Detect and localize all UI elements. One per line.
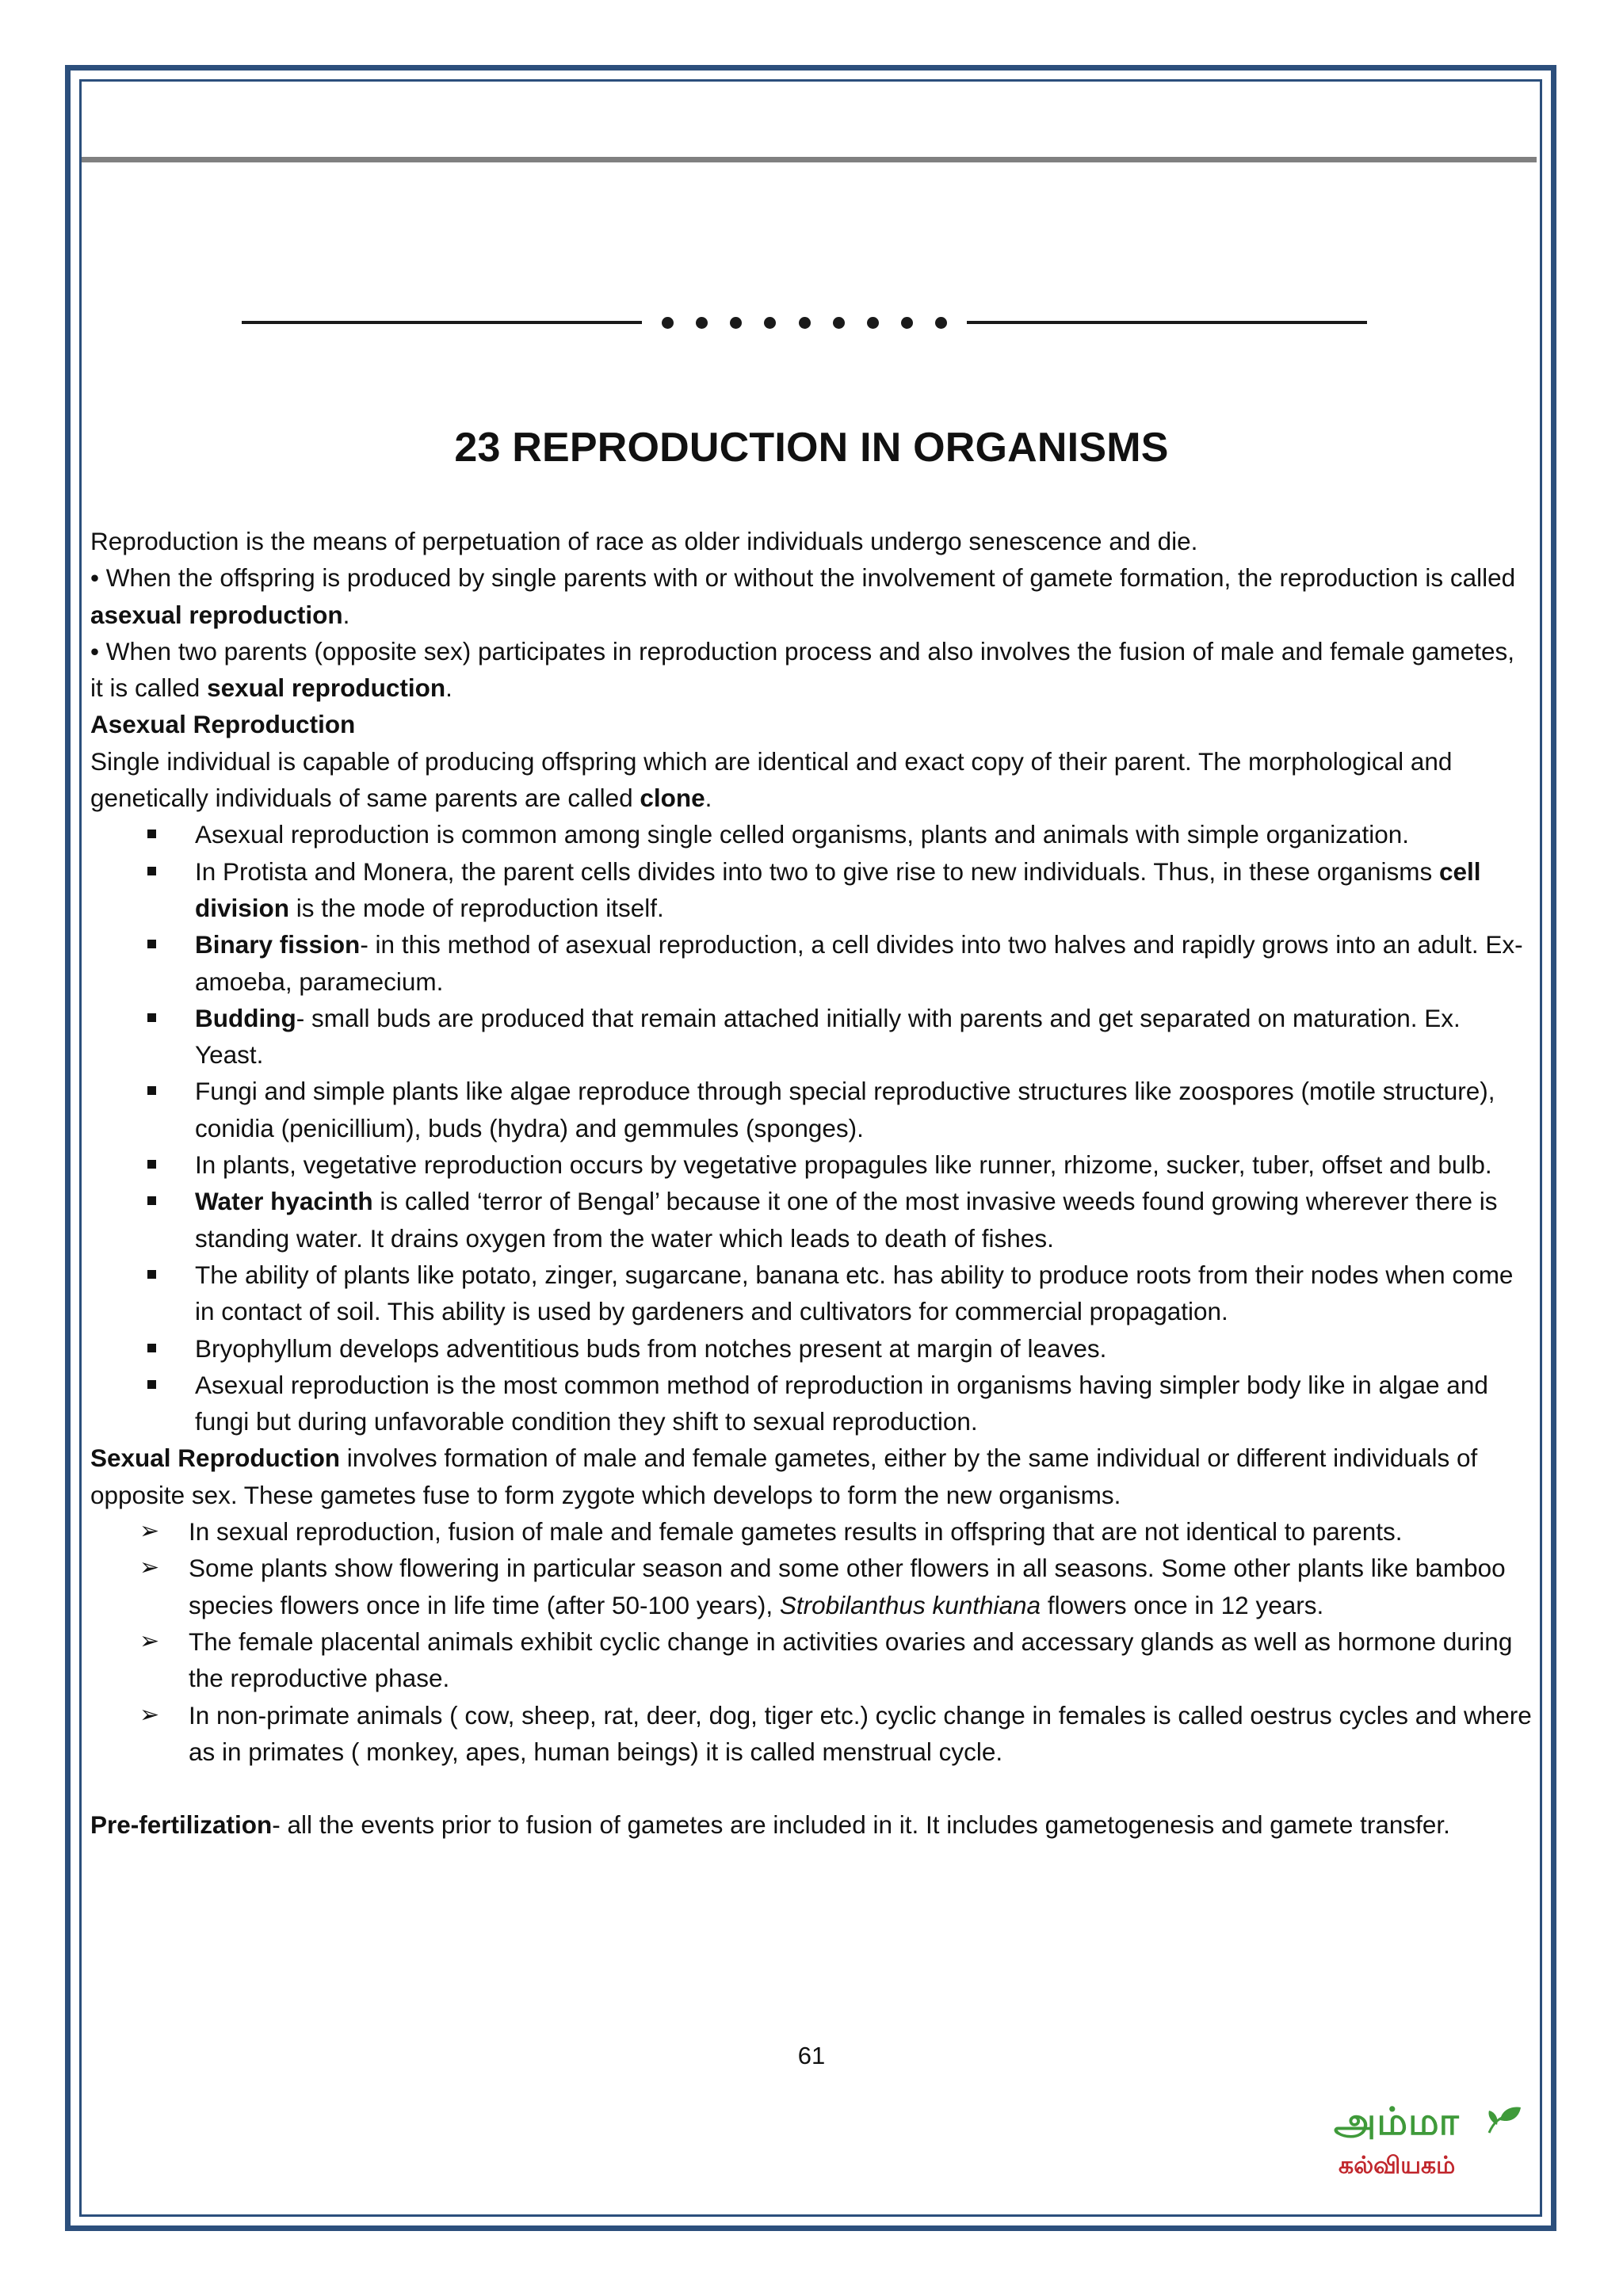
list-item: The ability of plants like potato, zinger, sugarcane, banana etc. has ability to produce roots from their nodes when come in contact of soil. This ability is used by gardeners and cultivators for commercial propagation. [90, 1257, 1533, 1330]
square-bullet-icon [147, 940, 156, 948]
square-bullet-icon [147, 1196, 156, 1205]
arrow-bullet-icon: ➢ [139, 1554, 160, 1581]
list-item: Water hyacinth is called ‘terror of Bengal’ because it one of the most invasive weeds found growing wherever there is standing water. It drains oxygen from the water which leads to death of fishes. [90, 1183, 1533, 1257]
publisher-logo [1327, 2100, 1533, 2195]
divider-dot [901, 317, 913, 329]
square-bullet-icon [147, 1344, 156, 1352]
logo-line-1: அம்மா [1334, 2100, 1460, 2144]
intro-bullet-sexual: • When two parents (opposite sex) participates in reproduction process and also involves the fusion of male and female gametes, it is called sexual reproduction. [90, 636, 1514, 703]
header-rule [82, 157, 1537, 162]
list-item: In plants, vegetative reproduction occurs by vegetative propagules like runner, rhizome, sucker, tuber, offset and bulb. [90, 1146, 1533, 1183]
list-item: In Protista and Monera, the parent cells divides into two to give rise to new individuals. Thus, in these organisms cell division is the mode of reproduction itself. [90, 853, 1533, 927]
list-item: ➢ The female placental animals exhibit cyclic change in activities ovaries and accessary glands as well as hormone during the reproductive phase. [90, 1623, 1533, 1697]
list-item: Bryophyllum develops adventitious buds from notches present at margin of leaves. [90, 1330, 1533, 1367]
spacer [90, 1770, 1533, 1806]
list-item: Binary fission- in this method of asexual reproduction, a cell divides into two halves and rapidly grows into an adult. Ex- amoeba, paramecium. [90, 926, 1533, 1000]
sexual-list [90, 1513, 1533, 1770]
square-bullet-icon [147, 830, 156, 838]
divider-line-left [242, 321, 642, 324]
list-item: Fungi and simple plants like algae reproduce through special reproductive structures like zoospores (motile structure), conidia (penicillium), buds (hydra) and gemmules (sponges). [90, 1073, 1533, 1146]
divider-dot [799, 317, 811, 329]
arrow-bullet-icon: ➢ [139, 1518, 160, 1545]
page-number: 61 [797, 2042, 826, 2069]
divider-dot [935, 317, 947, 329]
list-item: Asexual reproduction is the most common method of reproduction in organisms having simpler body like in algae and fungi but during unfavorable condition they shift to sexual reproduction. [90, 1367, 1533, 1440]
square-bullet-icon [147, 1086, 156, 1095]
square-bullet-icon [147, 867, 156, 875]
square-bullet-icon [147, 1380, 156, 1389]
divider-dot [833, 317, 845, 329]
asexual-heading: Asexual Reproduction [90, 710, 356, 739]
sexual-paragraph: Sexual Reproduction involves formation of male and female gametes, either by the same individual or different individuals of opposite sex. These gametes fuse to form zygote which develops to form the new organisms. [90, 1444, 1478, 1509]
prefertilization-paragraph: Pre-fertilization- all the events prior to fusion of gametes are included in it. It includes gametogenesis and gamete transfer. [90, 1810, 1450, 1840]
list-item: ➢ In sexual reproduction, fusion of male and female gametes results in offspring that are not identical to parents. [90, 1513, 1533, 1550]
list-item: Budding- small buds are produced that remain attached initially with parents and get separated on maturation. Ex. Yeast. [90, 1000, 1533, 1074]
asexual-description: Single individual is capable of producing offspring which are identical and exact copy of their parent. The morphological and genetically individuals of same parents are called clone. [90, 746, 1453, 813]
divider-dot [867, 317, 879, 329]
divider-dot [730, 317, 742, 329]
divider-line-right [967, 321, 1367, 324]
list-item: ➢ In non-primate animals ( cow, sheep, rat, deer, dog, tiger etc.) cyclic change in females is called oestrus cycles and where as in primates ( monkey, apes, human beings) it is called menstrual cycle. [90, 1697, 1533, 1771]
intro-paragraph: Reproduction is the means of perpetuation of race as older individuals undergo senescence and die. [90, 527, 1198, 555]
intro-bullet-asexual: • When the offspring is produced by single parents with or without the involvement of gamete formation, the reproduction is called asexual reproduction. [90, 563, 1516, 629]
logo-line-2: கல்வியகம் [1338, 2152, 1456, 2180]
arrow-bullet-icon: ➢ [139, 1701, 160, 1728]
square-bullet-icon [147, 1013, 156, 1022]
list-item: ➢ Some plants show flowering in particular season and some other flowers in all seasons. Some other plants like bamboo species flowers once in life time (after 50-100 years), Strobilanthus kunthiana flowers once in 12 years. [90, 1550, 1533, 1623]
asexual-list [90, 816, 1533, 1440]
square-bullet-icon [147, 1160, 156, 1169]
square-bullet-icon [147, 1270, 156, 1279]
leaf-icon [1486, 2104, 1522, 2136]
main-content [90, 523, 1533, 1843]
chapter-title: 23 REPRODUCTION IN ORGANISMS [454, 425, 1169, 471]
divider-dot [764, 317, 776, 329]
list-item: Asexual reproduction is common among single celled organisms, plants and animals with simple organization. [90, 816, 1533, 852]
arrow-bullet-icon: ➢ [139, 1627, 160, 1654]
divider-dot [662, 317, 674, 329]
divider-dots [662, 314, 947, 331]
ornament-divider [242, 314, 1367, 331]
divider-dot [696, 317, 708, 329]
